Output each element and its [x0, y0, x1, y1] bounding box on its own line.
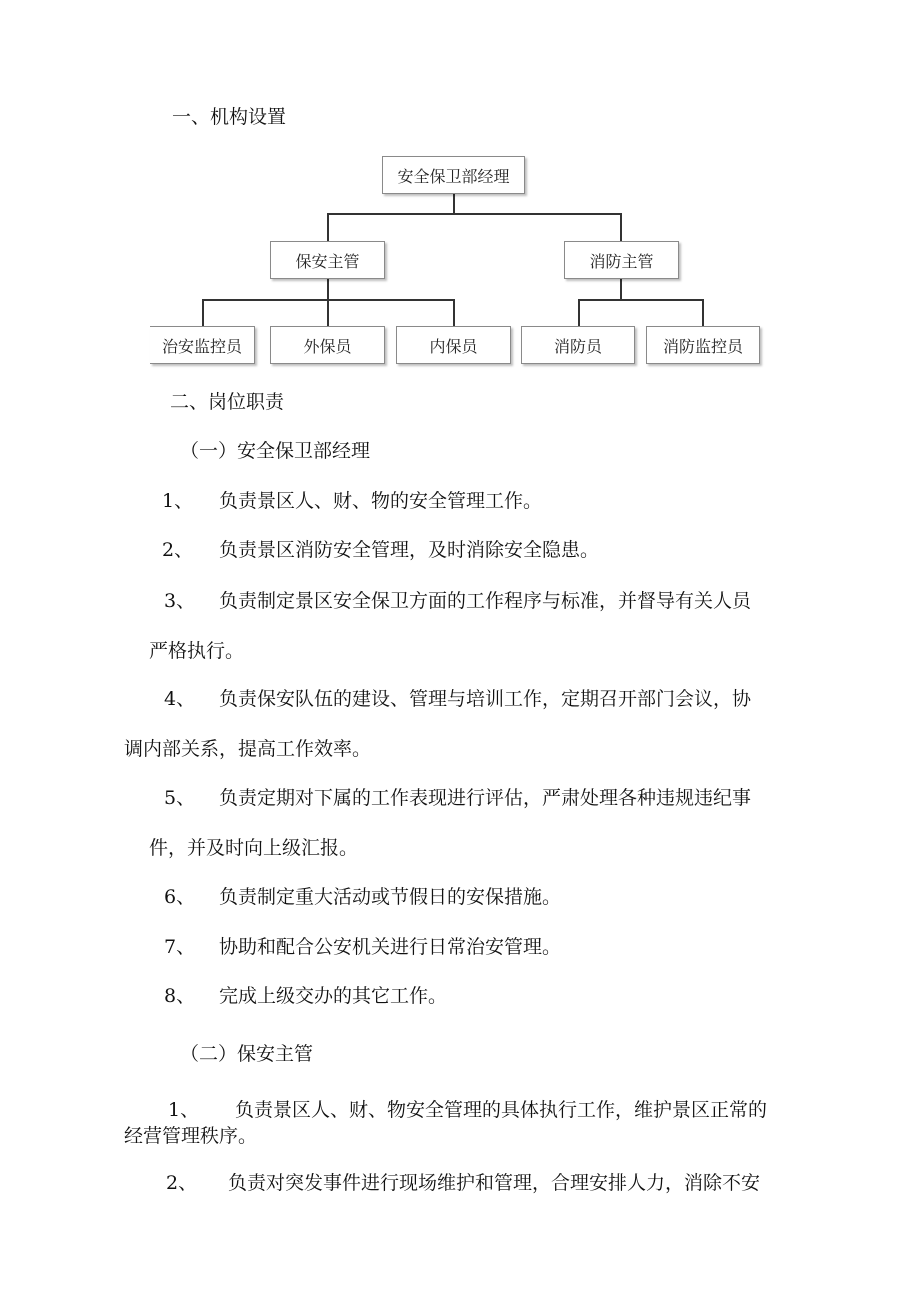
connector-line [620, 279, 622, 300]
item-text: 负责保安队伍的建设、管理与培训工作，定期召开部门会议，协 [219, 688, 752, 710]
connector-line [578, 299, 580, 326]
section-heading-structure: 一、机构设置 [172, 106, 287, 128]
connector-line [327, 299, 329, 326]
connector-line [453, 299, 455, 326]
org-box-root: 安全保卫部经理 [382, 156, 525, 194]
item-number: 1、 [162, 490, 194, 512]
item-text: 负责制定景区安全保卫方面的工作程序与标准，并督导有关人员 [219, 590, 752, 612]
item-text-continued: 经营管理秩序。 [124, 1125, 258, 1147]
item-number: 1、 [168, 1099, 200, 1121]
org-box-security-monitor: 治安监控员 [150, 326, 255, 364]
org-box-fire-monitor: 消防监控员 [646, 326, 760, 364]
connector-line [327, 213, 622, 215]
connector-line [202, 299, 204, 326]
item-number: 5、 [164, 787, 196, 809]
item-text: 负责景区人、财、物安全管理的具体执行工作，维护景区正常的 [235, 1099, 768, 1121]
item-text: 负责对突发事件进行现场维护和管理，合理安排人力，消除不安 [228, 1172, 761, 1194]
item-number: 2、 [166, 1172, 198, 1194]
org-box-firefighter: 消防员 [521, 326, 635, 364]
connector-line [327, 279, 329, 300]
item-number: 3、 [164, 590, 196, 612]
subsection-title-supervisor: （二）保安主管 [180, 1043, 314, 1065]
item-number: 2、 [162, 539, 194, 561]
connector-line [327, 213, 329, 241]
item-number: 7、 [164, 936, 196, 958]
item-number: 6、 [164, 886, 196, 908]
org-box-fire-manager: 消防主管 [564, 241, 679, 279]
org-chart [0, 0, 920, 380]
item-text: 负责定期对下属的工作表现进行评估，严肃处理各种违规违纪事 [219, 787, 752, 809]
item-text: 负责景区人、财、物的安全管理工作。 [219, 490, 543, 512]
item-text-continued: 严格执行。 [149, 640, 245, 662]
item-text: 协助和配合公安机关进行日常治安管理。 [219, 936, 562, 958]
org-box-external-guard: 外保员 [270, 326, 385, 364]
item-text-continued: 调内部关系，提高工作效率。 [124, 738, 372, 760]
connector-line [620, 213, 622, 241]
item-text: 负责景区消防安全管理，及时消除安全隐患。 [219, 539, 600, 561]
connector-line [702, 299, 704, 326]
connector-line [578, 299, 704, 301]
subsection-title-manager: （一）安全保卫部经理 [180, 440, 371, 462]
item-text: 完成上级交办的其它工作。 [219, 985, 448, 1007]
item-number: 4、 [164, 688, 196, 710]
section-heading-duties: 二、岗位职责 [170, 391, 285, 413]
item-number: 8、 [164, 985, 196, 1007]
org-box-internal-guard: 内保员 [396, 326, 511, 364]
org-box-security-manager: 保安主管 [270, 241, 385, 279]
item-text-continued: 件，并及时向上级汇报。 [149, 837, 359, 859]
connector-line [453, 194, 455, 214]
item-text: 负责制定重大活动或节假日的安保措施。 [219, 886, 562, 908]
